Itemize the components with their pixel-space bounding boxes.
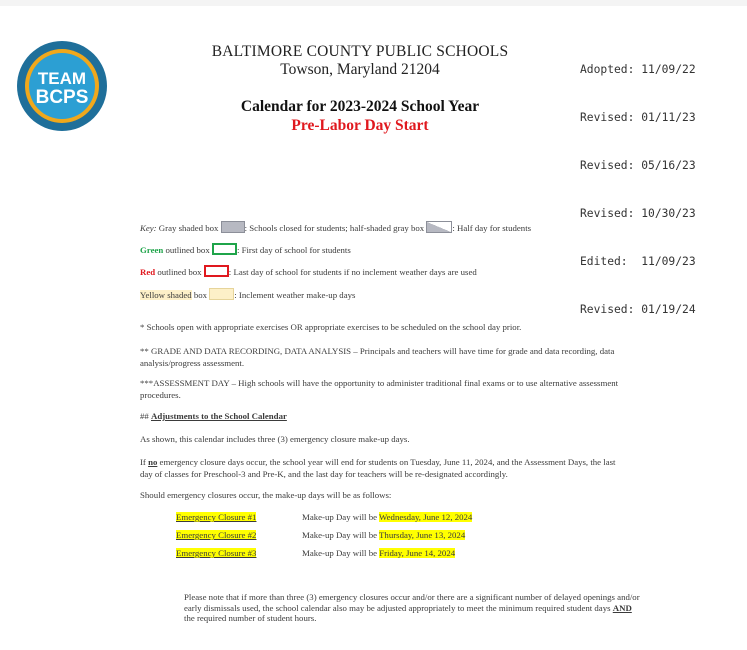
- closure-makeup-day: Wednesday, June 12, 2024: [379, 512, 473, 522]
- calendar-title: Calendar for 2023-2024 School Year: [240, 98, 480, 115]
- svg-text:BCPS: BCPS: [35, 87, 89, 108]
- key-red-row: Red outlined box : Last day of school for students if no inclement weather days are used: [140, 267, 477, 277]
- revision-line: Revised: 05/16/23: [580, 159, 696, 172]
- key-label: Key:: [140, 223, 157, 233]
- key-yellow-row: Yellow shaded box : Inclement weather make-up days: [140, 290, 356, 300]
- revision-dates: [580, 30, 696, 334]
- half-gray-swatch: [426, 221, 452, 233]
- top-edge: [0, 0, 747, 6]
- red-swatch: [204, 265, 229, 277]
- adjustments-no-closure: If no emergency closure days occur, the school year will end for students on Tuesday, June 11, 2024, and the Assessment Days, the last day of classes for Preschool-3 and Pre-K, and the last day for teachers will be re-designated accordingly.: [140, 457, 616, 479]
- team-bcps-logo: [16, 40, 108, 132]
- calendar-subtitle: Pre-Labor Day Start: [291, 117, 429, 134]
- note-assessment-day: ***ASSESSMENT DAY – High schools will have the opportunity to administer traditional final exams or to use alternative assessment procedures.: [140, 378, 619, 400]
- closure-makeup-day: Thursday, June 13, 2024: [379, 530, 466, 540]
- revision-line: Adopted: 11/09/22: [580, 63, 696, 76]
- footer-note: Please note that if more than three (3) emergency closures occur and/or there are a significant number of delayed openings and/or early dismissals used, the school calendar also may be adjusted appropriately to meet the minimum required student days AND the required number of student hours.: [184, 592, 640, 623]
- revision-line: Revised: 01/19/24: [580, 303, 696, 316]
- closure-makeup-day: Friday, June 14, 2024: [379, 548, 456, 558]
- note-schools-open: * Schools open with appropriate exercises OR appropriate exercises to be scheduled on the school day prior.: [140, 322, 522, 332]
- key-green-row: Green outlined box : First day of school for students: [140, 245, 351, 255]
- closure-label: Emergency Closure #2: [176, 530, 257, 540]
- revision-line: Edited: 11/09/23: [580, 255, 696, 268]
- revision-line: Revised: 10/30/23: [580, 207, 696, 220]
- org-name: BALTIMORE COUNTY PUBLIC SCHOOLS: [211, 43, 509, 60]
- org-city: Towson, Maryland 21204: [280, 61, 440, 78]
- gray-swatch: [221, 221, 245, 233]
- yellow-swatch: [209, 288, 234, 300]
- key-gray-row: Key: Gray shaded box : Schools closed for students; half-shaded gray box : Half day for students: [140, 223, 532, 233]
- adjustments-intro: As shown, this calendar includes three (3) emergency closure make-up days.: [140, 434, 410, 444]
- adjustments-makeup-lead: Should emergency closures occur, the make-up days will be as follows:: [140, 490, 392, 500]
- adjustments-heading: ## Adjustments to the School Calendar: [140, 411, 287, 421]
- green-swatch: [212, 243, 237, 255]
- closure-label: Emergency Closure #1: [176, 512, 257, 522]
- note-grade-recording: ** GRADE AND DATA RECORDING, DATA ANALYSIS – Principals and teachers will have time for grade and data recording, data analysis/progress assessment.: [140, 346, 615, 368]
- closure-label: Emergency Closure #3: [176, 548, 257, 558]
- svg-text:TEAM: TEAM: [37, 69, 87, 88]
- revision-line: Revised: 01/11/23: [580, 111, 696, 124]
